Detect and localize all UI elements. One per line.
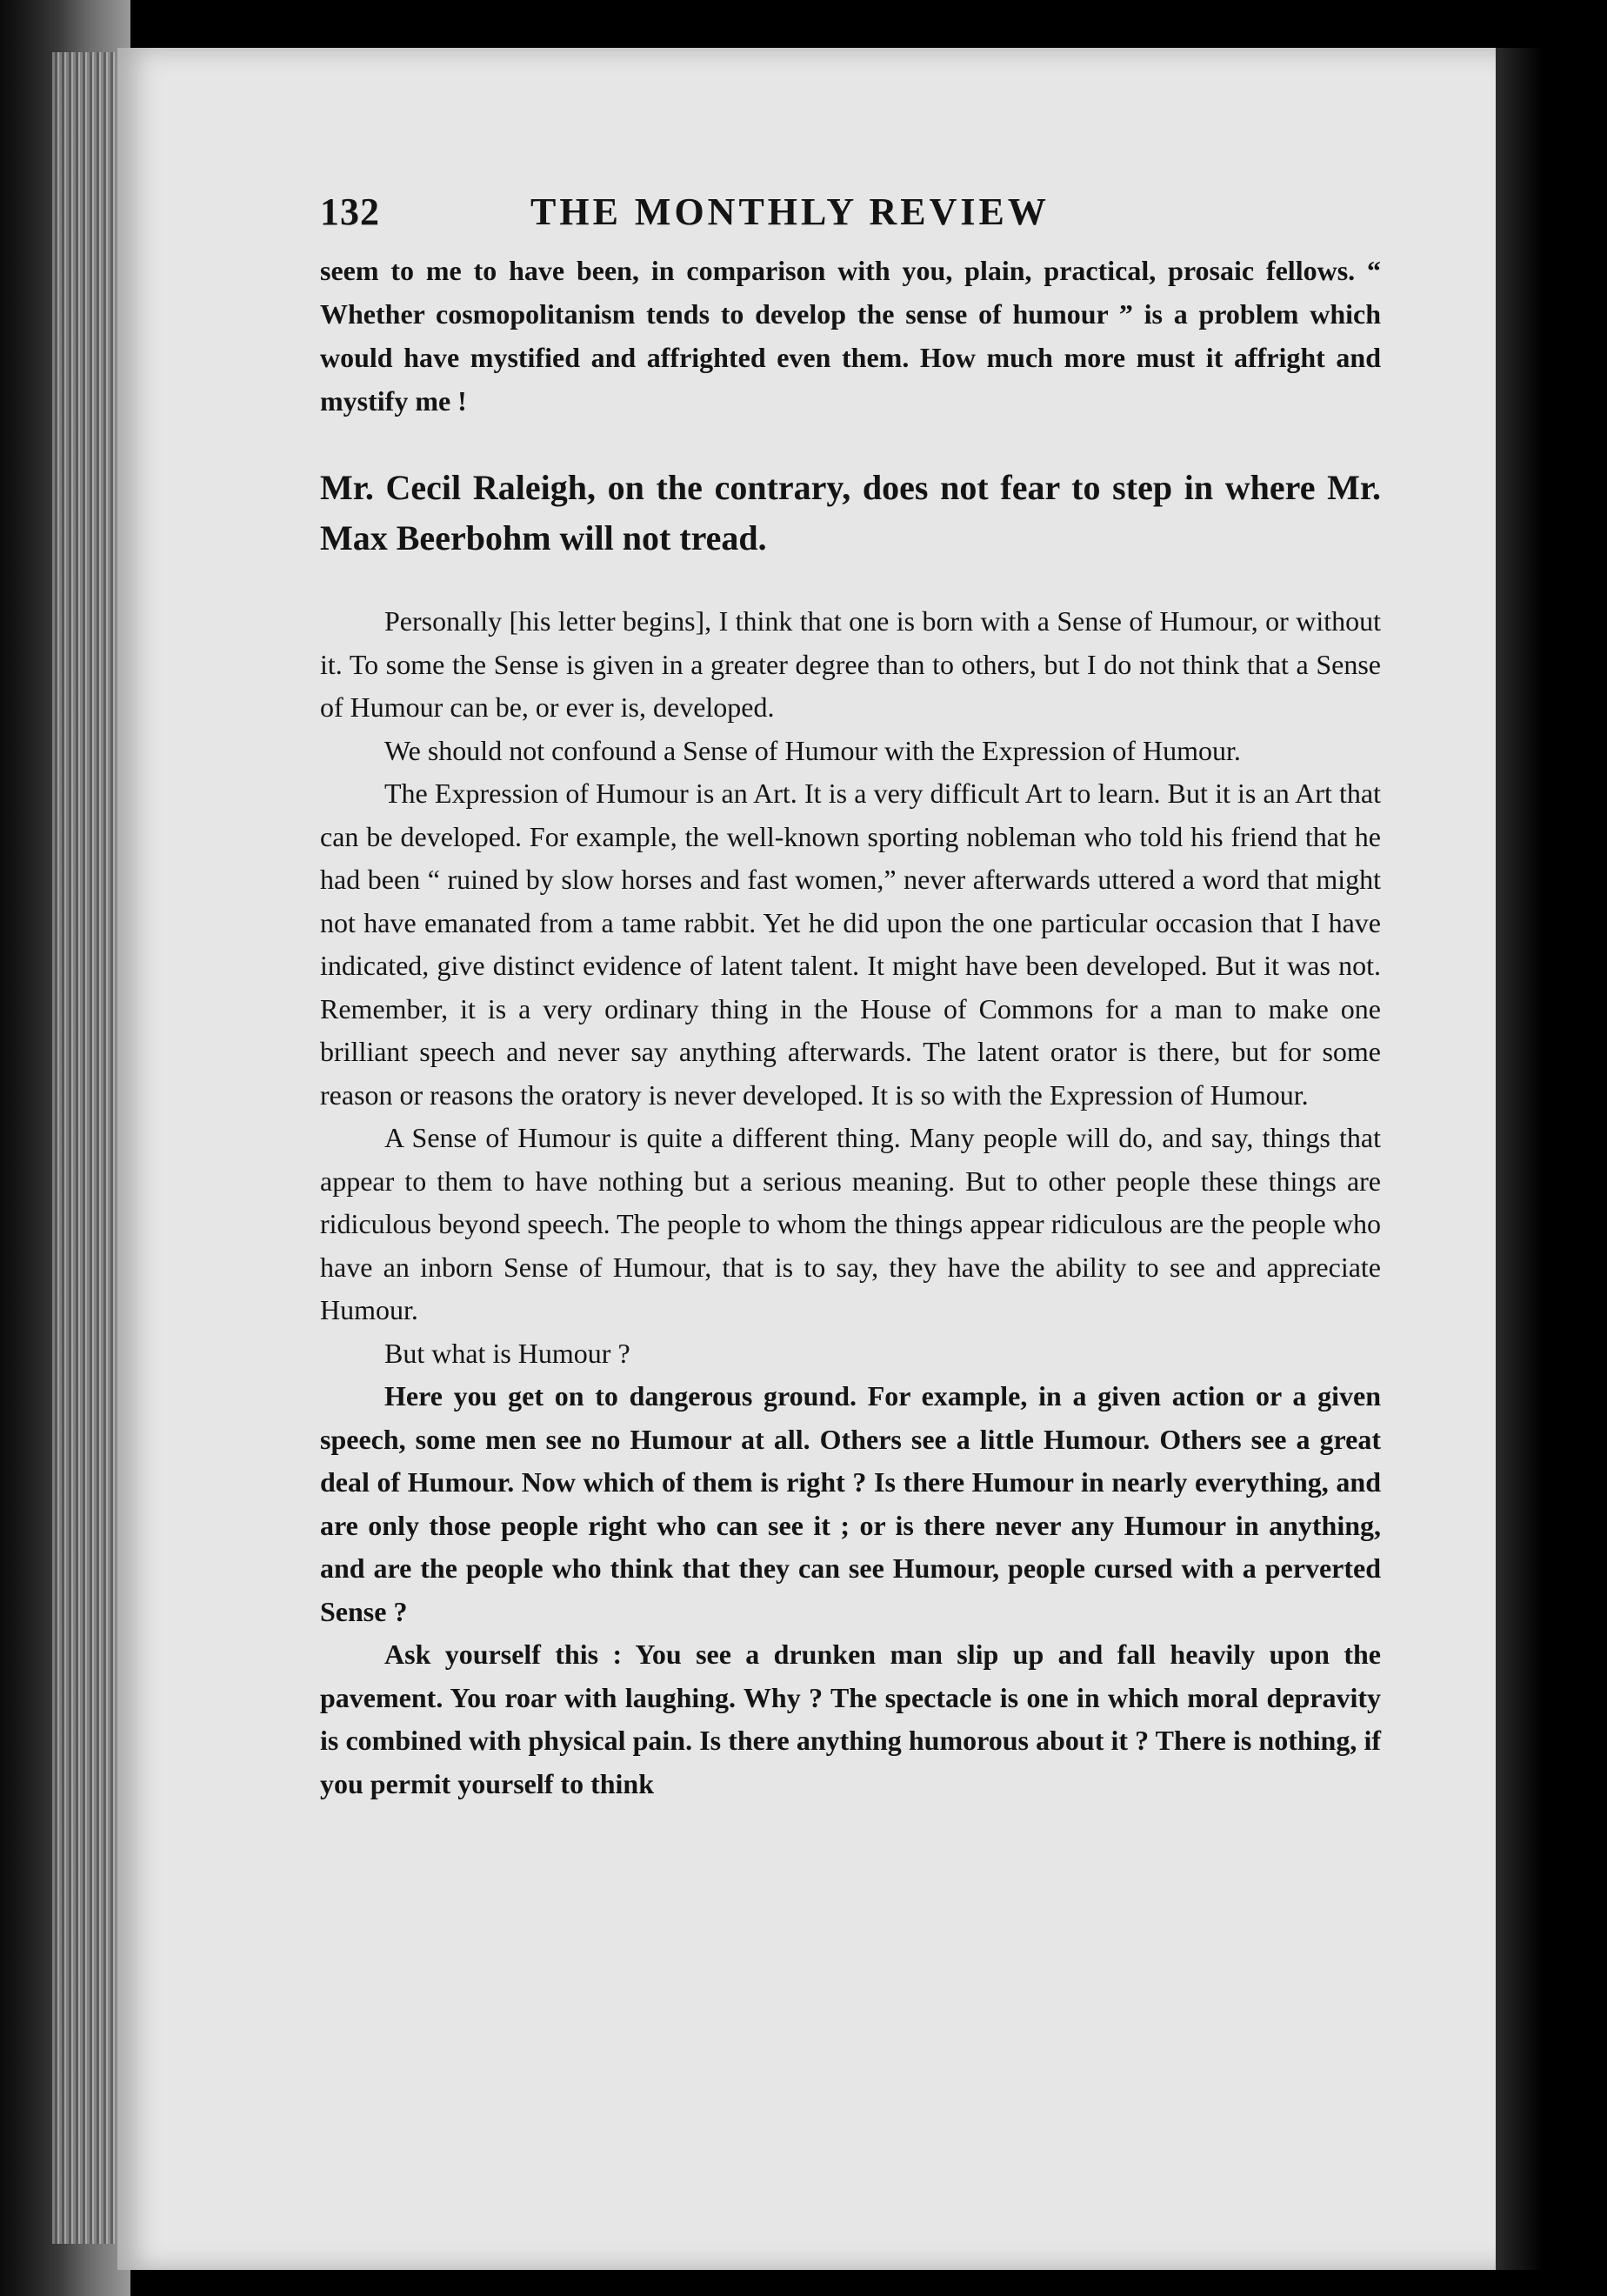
opening-paragraph: seem to me to have been, in comparison with you, plain, practical, prosaic fellows. “ Whether cosmopolitanism tends to develop the sense of humour ” is a problem which would have mystified and affrighted even them. How much more must it affright and mystify me !	[320, 255, 1381, 417]
letter-paragraph-2: We should not confound a Sense of Humour with the Expression of Humour.	[384, 734, 1241, 766]
page-right-edge	[1496, 48, 1544, 2270]
letter-paragraph-6: Here you get on to dangerous ground. For example, in a given action or a given speech, some men see no Humour at all. Others see a little Humour. Others see a great deal of Humour. Now which of them is right ? Is there Humour in nearly everything, and are only those people right who can see it ; or is there never any Humour in anything, and are the people who think that they can see Humour, people cursed with a perverted Sense ?	[320, 1380, 1381, 1627]
page-number: 132	[320, 190, 380, 233]
letter-paragraph-3: The Expression of Humour is an Art. It is a very difficult Art to learn. But it is an Art that can be developed. For example, the well-known sporting nobleman who told his friend that he had been “ ruined by slow horses and fast women,” never afterwards uttered a word that might not have emanated from a tame rabbit. Yet he did upon the one particular occasion that I have indicated, give distinct evidence of latent talent. It might have been developed. But it was not. Remember, it is a very ordinary thing in the House of Commons for a man to make one brilliant speech and never say anything afterwards. The latent orator is there, but for some reason or reasons the oratory is never developed. It is so with the Expression of Humour.	[320, 778, 1381, 1111]
page-header	[320, 183, 1381, 244]
quoted-letter	[320, 600, 1381, 1805]
letter-paragraph-7: Ask yourself this : You see a drunken man slip up and fall heavily upon the pavement. You roar with laughing. Why ? The spectacle is one in which moral depravity is combined with physical pain. Is there anything humorous about it ? There is nothing, if you permit yourself to think	[320, 1639, 1381, 1799]
letter-paragraph-5: But what is Humour ?	[384, 1337, 630, 1369]
letter-paragraph-4: A Sense of Humour is quite a different thing. Many people will do, and say, things that appear to them to have nothing but a serious meaning. But to other people these things are ridiculous beyond speech. The people to whom the things appear ridiculous are the people who have an inborn Sense of Humour, that is to say, they have the ability to see and appreciate Humour.	[320, 1122, 1381, 1325]
letter-paragraph-1: Personally [his letter begins], I think that one is born with a Sense of Humour, or without it. To some the Sense is given in a greater degree than to others, but I do not think that a Sense of Humour can be, or ever is, developed.	[320, 605, 1381, 723]
running-title: THE MONTHLY REVIEW	[530, 190, 1050, 233]
intro-paragraph: Mr. Cecil Raleigh, on the contrary, does not fear to step in where Mr. Max Beerbohm will not tread.	[320, 468, 1381, 557]
page-content	[320, 183, 1381, 1805]
